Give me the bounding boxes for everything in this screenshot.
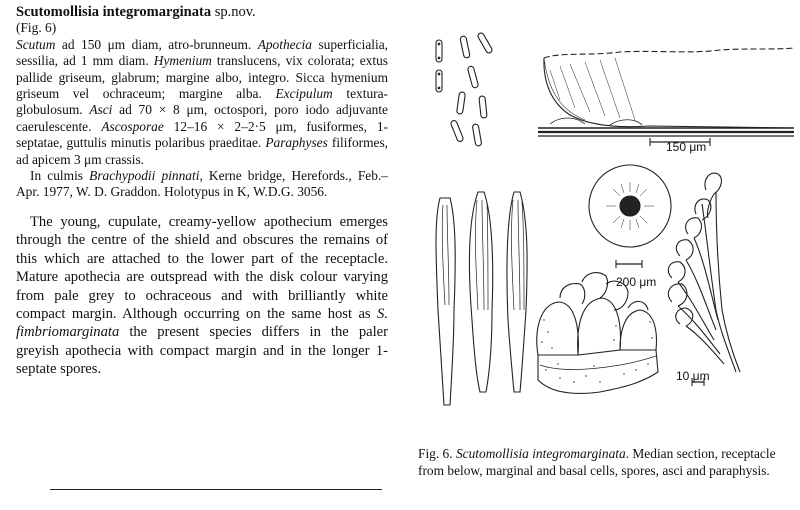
text-run: Scutum <box>16 36 56 52</box>
text-run: 12–16 × 2–2·5 μm, fusiformes, 1-septatae, guttulis minutis polaribus praeditae. <box>16 118 388 151</box>
receptacle-drawing <box>589 165 671 268</box>
text-run: S. fimbriomarginata <box>16 305 388 341</box>
text-run: Ascosporae <box>101 118 164 134</box>
spores-drawing <box>436 32 493 146</box>
scale-label-receptacle: 200 μm <box>616 275 657 289</box>
holotype-paragraph <box>16 168 388 201</box>
latin-diagnosis <box>16 37 388 168</box>
text-run: The young, cupulate, creamy-yellow apothecium emerges through the centre of the shield and obscures the remains of this which are attached to the lower part of the receptacle. Mature apothecia are outspread with the disk colour varying from pale grey to ochraceous and with brilliantly white compact margin. Although occurring on the same host as <box>16 213 388 322</box>
species-suffix: sp.nov. <box>214 4 256 20</box>
figure-caption <box>418 446 796 479</box>
text-run: . Median section, receptacle from below, marginal and basal cells, spores, asci and paraphysis. <box>418 446 776 478</box>
scale-label-section: 150 μm <box>666 140 707 154</box>
text-run: superficialia, sessilia, ad 1 mm diam. <box>16 36 388 69</box>
text-run: filiformes, ad apicem 3 μm crassis. <box>16 135 389 167</box>
section-rule <box>50 489 382 490</box>
text-run: In culmis <box>30 168 90 184</box>
description-paragraph <box>16 213 388 379</box>
text-run: the present species differs in the paler greyish apothecia with compact margin and in the longer 1-septate spores. <box>16 324 388 378</box>
scale-label-cells: 10 μm <box>676 369 710 383</box>
text-column <box>16 4 388 393</box>
median-section-drawing <box>538 48 794 146</box>
species-name: Scutomollisia integromarginata <box>16 4 212 20</box>
text-run: Excipulum <box>275 86 333 102</box>
text-run: ad 70 × 8 μm, octospori, poro iodo adjuvante caerulescente. <box>16 102 388 134</box>
text-run: ad 150 μm diam, atro-brunneum. <box>55 36 258 52</box>
paraphysis-drawing <box>668 173 740 386</box>
basal-cells-drawing <box>537 273 658 394</box>
text-run: Apothecia <box>257 36 312 52</box>
text-run: Asci <box>89 102 113 118</box>
species-heading <box>16 4 388 20</box>
text-run: Brachypodii pinnati <box>89 168 200 184</box>
text-run: Fig. 6. <box>418 446 456 461</box>
figure-6-illustration <box>410 20 800 440</box>
text-run: textura-globulosum. <box>16 86 388 118</box>
fig-reference: (Fig. 6) <box>16 20 57 36</box>
asci-drawing <box>436 192 527 405</box>
text-run: Hymenium <box>153 53 212 69</box>
text-run: Paraphyses <box>265 135 328 151</box>
text-run: translucens, vix colorata; extus pallide griseum, glabrum; margine albo, integro. Sicca hymenium griseum vel ochraceum; margine alba. <box>16 53 388 102</box>
text-run: Scutomollisia integromarginata <box>455 446 626 461</box>
text-run: , Kerne bridge, Herefords., Feb.–Apr. 1977, W. D. Graddon. Holotypus in K, W.D.G. 3056. <box>16 168 388 200</box>
